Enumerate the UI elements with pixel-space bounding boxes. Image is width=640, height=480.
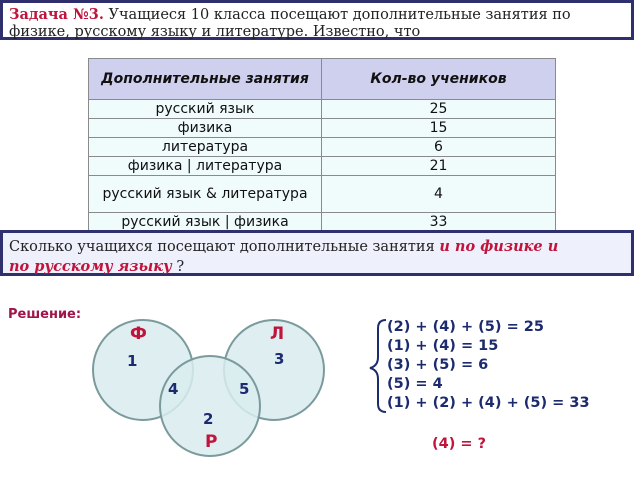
- region-2: 2: [203, 410, 214, 428]
- region-5: 5: [239, 380, 250, 398]
- cell-subject: русский язык & литература: [89, 176, 322, 213]
- cell-count: 33: [322, 213, 556, 232]
- task-text: Учащиеся 10 класса посещают дополнительные занятия по физике, русскому языку и литературе. Известно, что: [9, 7, 571, 40]
- question-end: ?: [171, 259, 185, 275]
- equation-system: [387, 318, 590, 413]
- equation: (1) + (2) + (4) + (5) = 33: [387, 395, 590, 411]
- equation: (2) + (4) + (5) = 25: [387, 319, 544, 335]
- cell-count: 21: [322, 157, 556, 176]
- equation: (1) + (4) = 15: [387, 338, 499, 354]
- answer-query: (4) = ?: [432, 436, 486, 452]
- region-3: 3: [274, 350, 285, 368]
- question-highlight-physics: и по физике и: [439, 238, 559, 255]
- cell-count: 6: [322, 138, 556, 157]
- task-label: Задача №3.: [9, 6, 104, 23]
- equation-brace: [370, 320, 386, 412]
- question-text: Сколько учащихся посещают дополнительные занятия: [9, 239, 440, 255]
- header-count: Кол-во учеников: [322, 59, 556, 100]
- equation: (3) + (5) = 6: [387, 357, 489, 373]
- region-4: 4: [168, 380, 179, 398]
- cell-subject: русский язык | физика: [89, 213, 322, 232]
- question-highlight-russian: по русскому языку: [9, 258, 172, 275]
- equation: (5) = 4: [387, 376, 443, 392]
- cell-subject: физика: [89, 119, 322, 138]
- cell-subject: литература: [89, 138, 322, 157]
- label-russian: Р: [205, 432, 218, 452]
- label-literature: Л: [270, 324, 285, 344]
- cell-count: 15: [322, 119, 556, 138]
- cell-count: 4: [322, 176, 556, 213]
- header-subject: Дополнительные занятия: [89, 59, 322, 100]
- cell-count: 25: [322, 100, 556, 119]
- cell-subject: физика | литература: [89, 157, 322, 176]
- label-physics: Ф: [130, 324, 147, 344]
- region-1: 1: [127, 352, 138, 370]
- solution-label: Решение:: [8, 307, 82, 322]
- cell-subject: русский язык: [89, 100, 322, 119]
